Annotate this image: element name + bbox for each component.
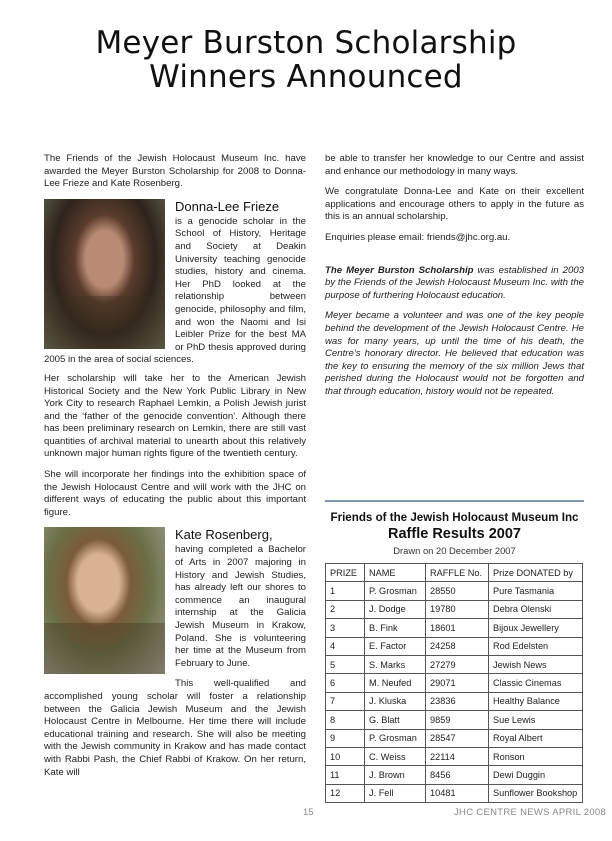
enquiries-paragraph: Enquiries please email: friends@jhc.org.au. <box>325 231 511 243</box>
donna-bio: is a genocide scholar in the School of History, Heritage and Society at Deakin University teaching genocide studies, history and cinema. Her PhD looked at the relationship between genocide, philosophy and film, and won the Naomi and Isi Leibler Prize for the best MA or PhD thesis approved during 2005 in the area of social sciences. <box>44 215 306 366</box>
cell-name: C. Weiss <box>365 747 426 765</box>
cell-prize: 10 <box>326 747 365 765</box>
cell-raffle-no: 28550 <box>426 582 489 600</box>
scholarship-note-bold: The Meyer Burston Scholarship <box>325 264 474 276</box>
cell-donated-by: Ronson <box>489 747 583 765</box>
cell-donated-by: Royal Albert <box>489 729 583 747</box>
kate-name: Kate Rosenberg, <box>175 527 273 543</box>
cell-donated-by: Classic Cinemas <box>489 674 583 692</box>
table-row <box>326 600 583 618</box>
meyer-paragraph: Meyer became a volunteer and was one of the key people behind the development of the Jewish Holocaust Centre. He was for many years, up until the time of his death, the Centre’s honorary director. He believed that education was the key to ensuring the memory of the six million Jews that perished during the Holocaust would not be forgotten and that through education, history would not be repeated. <box>325 310 584 397</box>
table-row <box>326 692 583 710</box>
kate-profile <box>44 527 306 670</box>
raffle-title: Raffle Results 2007 <box>388 526 521 542</box>
cell-name: E. Factor <box>365 637 426 655</box>
scholarship-note <box>325 265 584 303</box>
cell-donated-by: Jewish News <box>489 655 583 673</box>
table-row <box>326 655 583 673</box>
header-name: NAME <box>365 564 426 582</box>
cell-donated-by: Pure Tasmania <box>489 582 583 600</box>
kate-photo <box>44 527 165 674</box>
table-row <box>326 674 583 692</box>
cell-raffle-no: 23836 <box>426 692 489 710</box>
table-row <box>326 582 583 600</box>
raffle-header-row <box>326 564 583 582</box>
cell-raffle-no: 18601 <box>426 619 489 637</box>
cell-raffle-no: 9859 <box>426 711 489 729</box>
cell-raffle-no: 22114 <box>426 747 489 765</box>
donna-paragraph-1: Her scholarship will take her to the American Jewish Historical Society and the New York Public Library in New York City to research Raphael Lemkin, a Polish Jewish jurist and the ‘father of the genocide convention’. Although there has been preliminary research on Lemkin, there are still vast quantities of archival material to unearth about this relatively unknown major human rights figure of the twentieth century. <box>44 372 306 460</box>
cell-prize: 4 <box>326 637 365 655</box>
cell-donated-by: Dewi Duggin <box>489 766 583 784</box>
raffle-header <box>325 510 584 557</box>
cell-prize: 11 <box>326 766 365 784</box>
cell-raffle-no: 8456 <box>426 766 489 784</box>
cell-prize: 3 <box>326 619 365 637</box>
cell-raffle-no: 27279 <box>426 655 489 673</box>
cell-prize: 1 <box>326 582 365 600</box>
intro-paragraph: The Friends of the Jewish Holocaust Museum Inc. have awarded the Meyer Burston Scholarship for 2008 to Donna-Lee Frieze and Kate Rosenberg. <box>44 153 306 190</box>
donna-paragraph-2: She will incorporate her findings into the exhibition space of the Jewish Holocaust Centre and will work with the JHC on different ways of educating the public about this important figure. <box>44 469 306 518</box>
donna-photo <box>44 199 165 349</box>
left-column <box>44 153 306 787</box>
cell-raffle-no: 29071 <box>426 674 489 692</box>
cell-donated-by: Rod Edelsten <box>489 637 583 655</box>
table-row <box>326 637 583 655</box>
cell-name: J. Brown <box>365 766 426 784</box>
header-prize: PRIZE <box>326 564 365 582</box>
table-row <box>326 784 583 802</box>
header-raffle-no: RAFFLE No. <box>426 564 489 582</box>
donna-name: Donna-Lee Frieze <box>175 198 280 214</box>
right-paragraph-2: We congratulate Donna-Lee and Kate on their excellent applications and encourage others to apply in the future as this is an annual scholarship. <box>325 186 584 223</box>
scholarship-note-rest: was established in 2003 by the Friends of the Jewish Holocaust Museum Inc. with the purpose of furthering Holocaust education. <box>325 264 585 301</box>
cell-prize: 2 <box>326 600 365 618</box>
raffle-table <box>325 563 583 803</box>
cell-raffle-no: 28547 <box>426 729 489 747</box>
cell-prize: 12 <box>326 784 365 802</box>
page-number: 15 <box>303 807 314 818</box>
cell-donated-by: Healthy Balance <box>489 692 583 710</box>
title-line-1: Meyer Burston Scholarship <box>95 25 517 61</box>
table-row <box>326 711 583 729</box>
cell-raffle-no: 24258 <box>426 637 489 655</box>
table-row <box>326 729 583 747</box>
page-title <box>0 26 612 94</box>
cell-name: J. Fell <box>365 784 426 802</box>
cell-name: J. Dodge <box>365 600 426 618</box>
kate-bio: having completed a Bachelor of Arts in 2007 majoring in History and Jewish Studies, has already left our shores to commence an inaugural internship at the Galicia Jewish Museum in Krakow, Poland. She is volunteering her time at the Museum from February to June. <box>175 544 306 669</box>
cell-name: S. Marks <box>365 655 426 673</box>
cell-prize: 6 <box>326 674 365 692</box>
section-divider <box>325 500 584 502</box>
right-column <box>325 153 584 407</box>
cell-prize: 9 <box>326 729 365 747</box>
cell-name: G. Blatt <box>365 711 426 729</box>
cell-raffle-no: 10481 <box>426 784 489 802</box>
raffle-drawn-date: Drawn on 20 December 2007 <box>393 545 516 556</box>
table-row <box>326 619 583 637</box>
raffle-org: Friends of the Jewish Holocaust Museum Inc <box>330 511 579 524</box>
cell-name: B. Fink <box>365 619 426 637</box>
cell-prize: 7 <box>326 692 365 710</box>
cell-raffle-no: 19780 <box>426 600 489 618</box>
cell-prize: 5 <box>326 655 365 673</box>
cell-donated-by: Sunflower Bookshop <box>489 784 583 802</box>
cell-name: P. Grosman <box>365 729 426 747</box>
cell-name: M. Neufed <box>365 674 426 692</box>
cell-donated-by: Debra Olenski <box>489 600 583 618</box>
table-row <box>326 747 583 765</box>
header-donated-by: Prize DONATED by <box>489 564 583 582</box>
cell-donated-by: Sue Lewis <box>489 711 583 729</box>
right-paragraph-1: be able to transfer her knowledge to our Centre and assist and enhance our methodology in many ways. <box>325 153 584 177</box>
donna-profile <box>44 199 306 367</box>
cell-donated-by: Bijoux Jewellery <box>489 619 583 637</box>
kate-paragraph-1: This well-qualified and accomplished young scholar will foster a relationship between the Galicia Jewish Museum and the Jewish Holocaust Centre in Melbourne. Her time there will include educational training and research. She will also be meeting with the Jewish community in Krakow and has made contact with Rabbi Pash, the Chief Rabbi of Krakow. On her return, Kate will <box>44 678 306 778</box>
title-line-2: Winners Announced <box>149 59 463 95</box>
cell-name: J. Kluska <box>365 692 426 710</box>
table-row <box>326 766 583 784</box>
cell-prize: 8 <box>326 711 365 729</box>
cell-name: P. Grosman <box>365 582 426 600</box>
publication-footer: JHC CENTRE NEWS APRIL 2008 <box>454 807 607 818</box>
